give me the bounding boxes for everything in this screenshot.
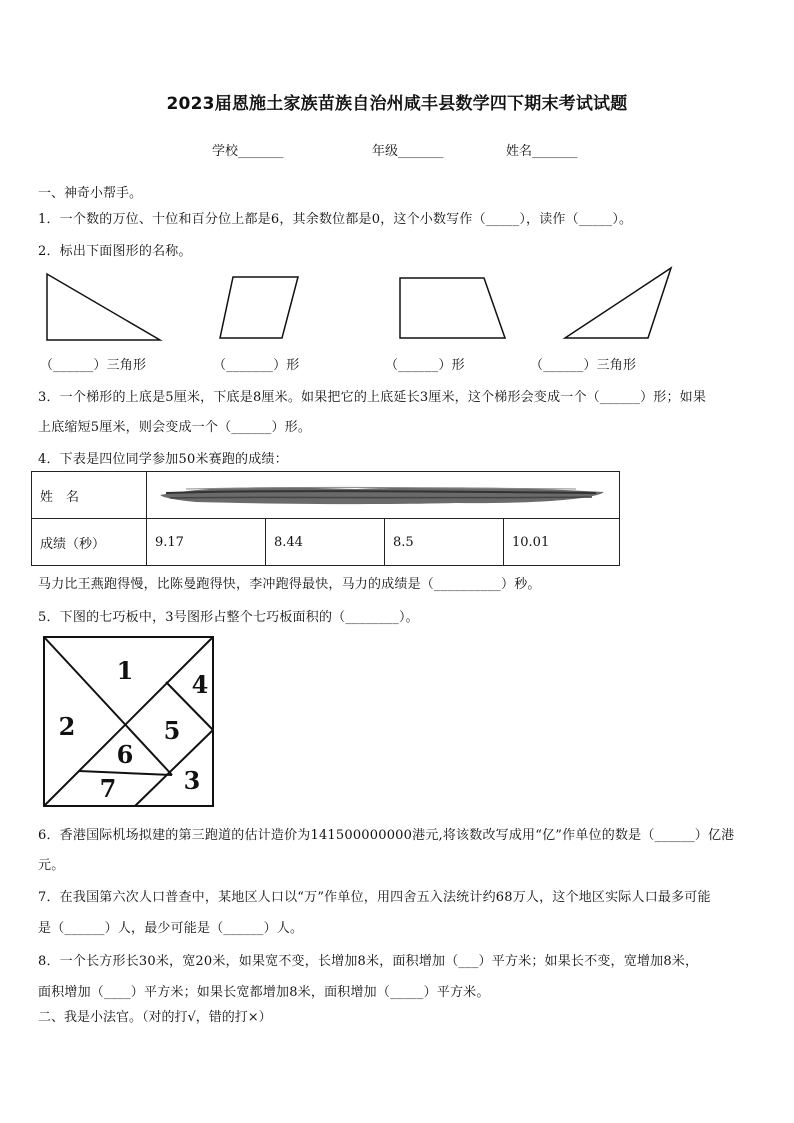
page-title: 2023届恩施土家族苗族自治州咸丰县数学四下期末考试试题 xyxy=(166,94,628,114)
score-cell: 10.01 xyxy=(504,519,620,566)
piece-label-7: 7 xyxy=(99,774,117,803)
q2-label-1: （______）三角形 xyxy=(40,358,147,373)
piece-label-3: 3 xyxy=(183,766,201,795)
question-6-line1: 6．香港国际机场拟建的第三跑道的估计造价为141500000000港元,将该数改写成用“亿”作单位的数是（______）亿港 xyxy=(38,828,735,843)
right-triangle-shape xyxy=(47,274,160,340)
score-cell: 8.5 xyxy=(385,519,504,566)
piece-label-4: 4 xyxy=(191,670,209,699)
name-field: 姓名_______ xyxy=(506,144,578,159)
question-3-line2: 上底缩短5厘米，则会变成一个（______）形。 xyxy=(38,420,312,435)
question-2: 2．标出下面图形的名称。 xyxy=(38,244,192,259)
q2-shapes xyxy=(0,262,794,346)
row-label-score: 成绩（秒） xyxy=(32,519,147,566)
question-4-answer: 马力比王燕跑得慢，比陈曼跑得快，李冲跑得最快，马力的成绩是（__________）秒。 xyxy=(38,577,541,592)
question-5: 5．下图的七巧板中，3号图形占整个七巧板面积的（________）。 xyxy=(38,610,419,625)
question-1: 1．一个数的万位、十位和百分位上都是6，其余数位都是0，这个小数写作（_____），读作（_____）。 xyxy=(38,212,633,227)
question-7-line1: 7．在我国第六次人口普查中，某地区人口以“万”作单位，用四舍五入法统计约68万人，这个地区实际人口最多可能 xyxy=(38,890,711,905)
section2-heading: 二、我是小法官。（对的打√，错的打×） xyxy=(38,1010,272,1025)
score-cell: 8.44 xyxy=(266,519,385,566)
school-field: 学校_______ xyxy=(212,144,284,159)
row-label-name: 姓 名 xyxy=(32,472,147,519)
question-3-line1: 3．一个梯形的上底是5厘米，下底是8厘米。如果把它的上底延长3厘米，这个梯形会变成一个（______）形；如果 xyxy=(38,390,707,405)
piece-label-2: 2 xyxy=(58,712,76,741)
q2-label-2: （_______）形 xyxy=(213,358,300,373)
parallelogram-shape xyxy=(220,277,298,338)
section1-heading: 一、神奇小帮手。 xyxy=(38,186,143,201)
table-row-scores xyxy=(32,519,620,566)
grade-field: 年级_______ xyxy=(372,144,444,159)
piece-label-1: 1 xyxy=(116,656,134,685)
trapezoid-shape xyxy=(400,278,505,338)
piece-label-5: 5 xyxy=(163,716,181,745)
q2-label-4: （______）三角形 xyxy=(530,358,637,373)
question-7-line2: 是（______）人，最少可能是（______）人。 xyxy=(38,921,304,936)
piece-label-6: 6 xyxy=(116,740,134,769)
score-cell: 9.17 xyxy=(147,519,266,566)
question-4: 4．下表是四位同学参加50米赛跑的成绩： xyxy=(38,452,288,467)
tangram-figure xyxy=(42,635,216,809)
question-6-line2: 元。 xyxy=(38,858,65,873)
question-8-line2: 面积增加（____）平方米；如果长宽都增加8米，面积增加（_____）平方米。 xyxy=(38,985,490,1000)
question-8-line1: 8．一个长方形长30米，宽20米，如果宽不变，长增加8米，面积增加（___）平方米；如果长不变，宽增加8米， xyxy=(38,954,699,969)
obtuse-triangle-shape xyxy=(565,268,671,338)
redaction-scribble xyxy=(156,483,608,507)
q2-label-3: （______）形 xyxy=(385,358,465,373)
